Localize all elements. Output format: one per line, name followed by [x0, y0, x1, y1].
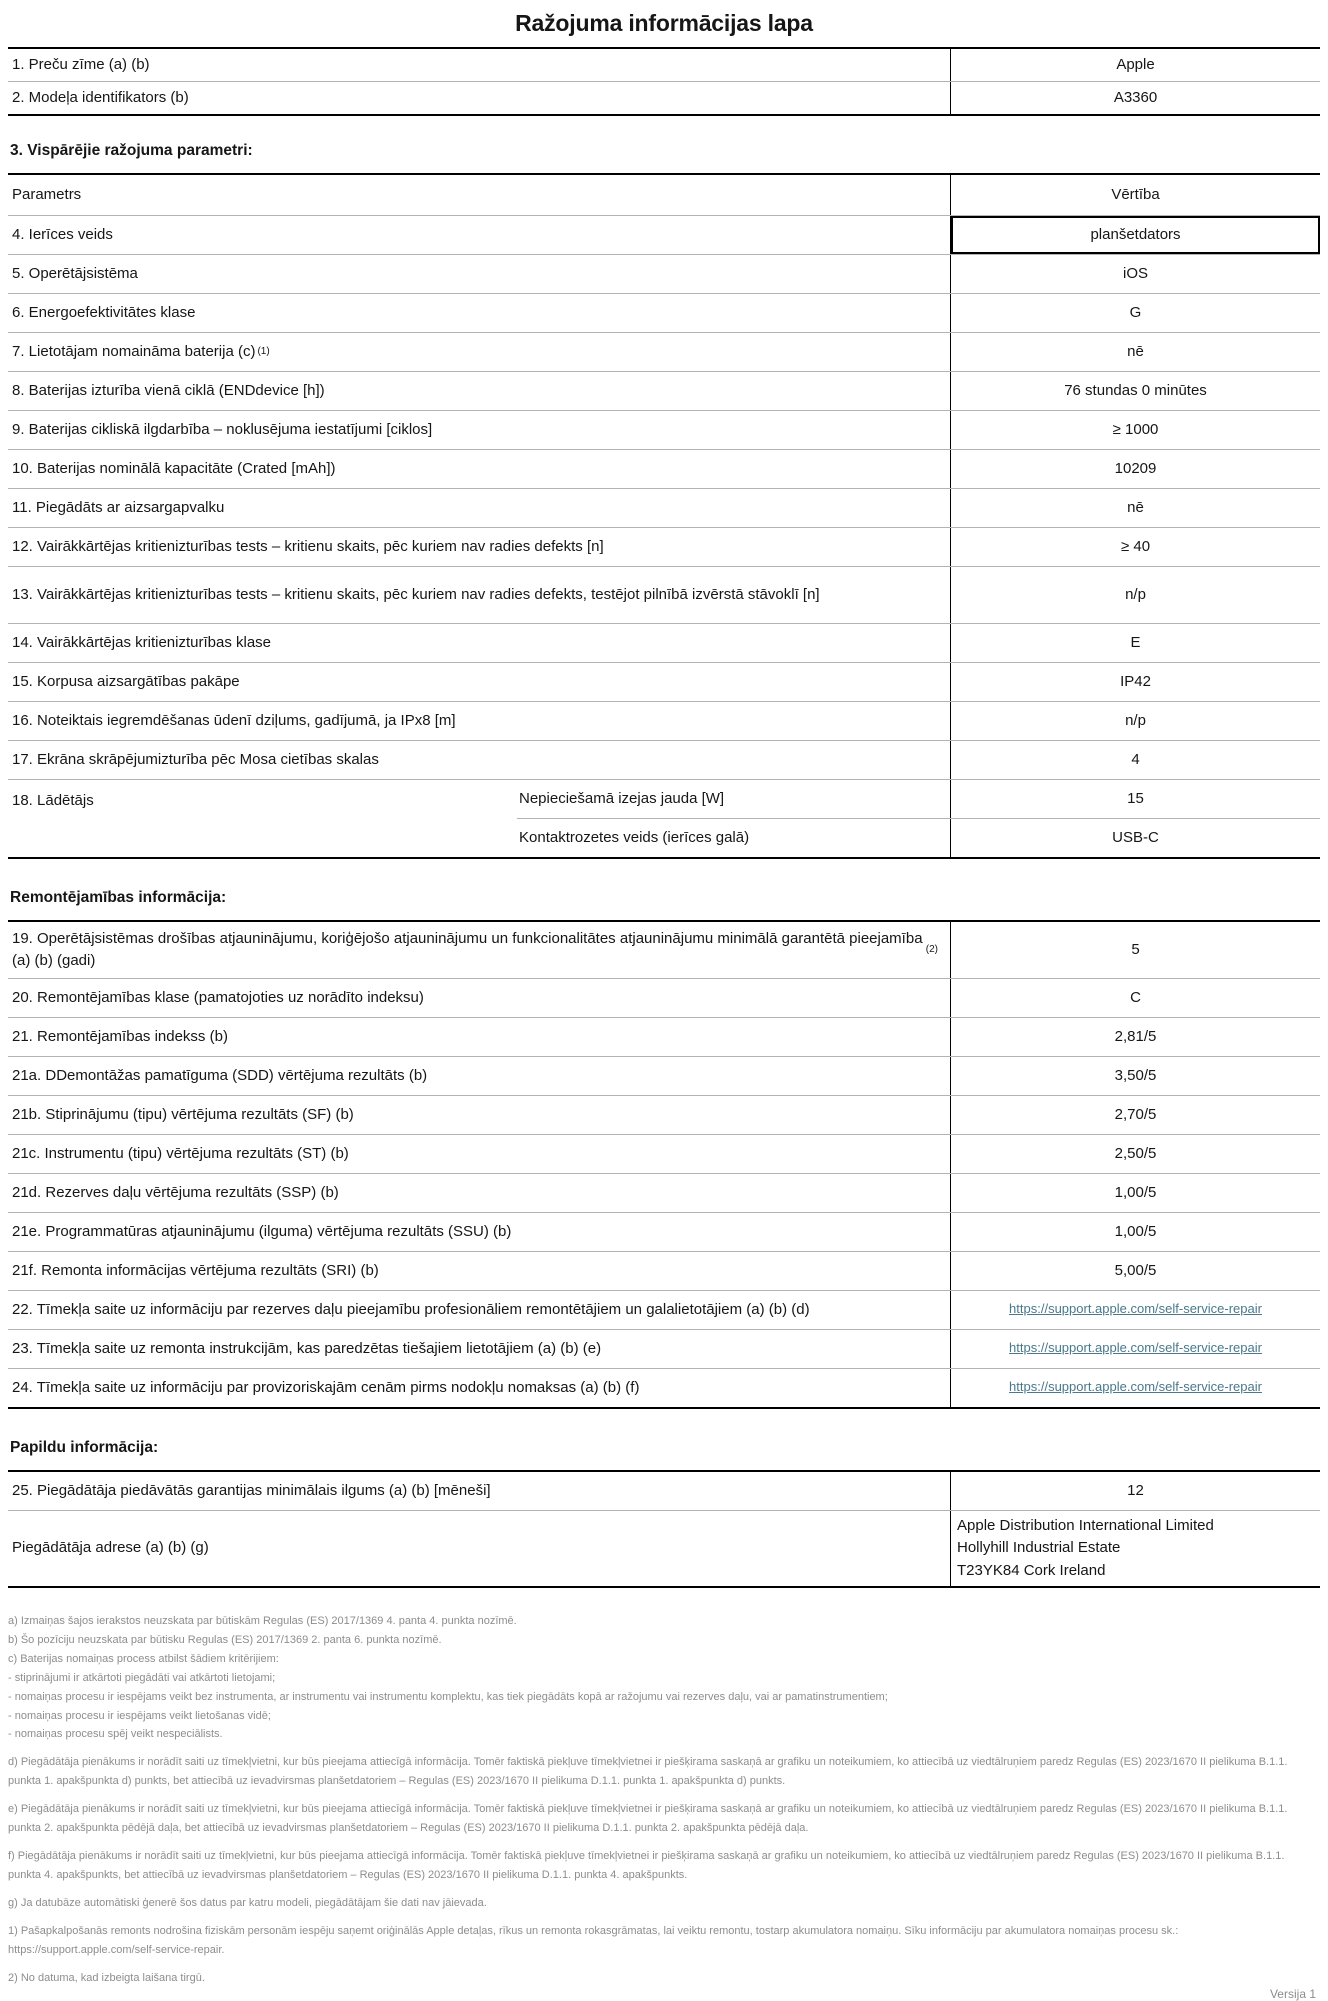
row-label: 5. Operētājsistēma — [12, 264, 138, 282]
footnote: 1) Pašapkalpošanās remonts nodrošina fiziskām personām iespēju saņemt oriģinālās Apple detaļas, rīkus un remonta rokasgrāmatas, lai veiktu remontu, tostarp akumulatora nomaiņu. Sīku informāciju par akumulatora nomaiņas procesu sk.: https://support.apple.com/self-service-repair. — [8, 1924, 1179, 1956]
row-label: 16. Noteiktais iegremdēšanas ūdenī dziļums, gadījumā, ja IPx8 [m] — [12, 711, 456, 729]
row-label: 21f. Remonta informācijas vērtējuma rezultāts (SRI) (b) — [12, 1261, 379, 1279]
table-row — [8, 1472, 1320, 1511]
table-row — [8, 663, 1320, 702]
row-value: 76 stundas 0 minūtes — [950, 372, 1320, 410]
table-row — [8, 333, 1320, 372]
footnote: f) Piegādātāja pienākums ir norādīt saiti uz tīmekļvietni, kur būs pieejama attiecīgā informācija. Tomēr faktiskā piekļuve tīmekļvietnei ir piešķirama saskaņā ar grafiku un noteikumiem, ko attiecībā uz viedtālruņiem paredz Regulas (ES) 2023/1670 II pielikuma B.1.1. punkta 4. apakšpunkts, bet attiecībā uz ievadvirsmas planšetdatoriem – Regulas (ES) 2023/1670 II pielikuma D.1.1. punkta 4. apakšpunkts. — [8, 1849, 1285, 1881]
row-value: A3360 — [950, 82, 1320, 114]
subrow-parameter: Nepieciešamā izejas jauda [W] — [519, 790, 725, 807]
subrow-parameter: Kontaktrozetes veids (ierīces galā) — [519, 829, 750, 846]
supplier-address — [950, 1511, 1320, 1587]
row-label: 20. Remontējamības klase (pamatojoties uz norādīto indeksu) — [12, 988, 424, 1006]
footnote: e) Piegādātāja pienākums ir norādīt saiti uz tīmekļvietni, kur būs pieejama attiecīgā informācija. Tomēr faktiskā piekļuve tīmekļvietnei ir piešķirama saskaņā ar grafiku un noteikumiem, ko attiecībā uz viedtālruņiem paredz Regulas (ES) 2023/1670 II pielikuma B.1.1. punkta 2. apakšpunkta pēdējā daļa, bet attiecībā uz ievadvirsmas planšetdatoriem – Regulas (ES) 2023/1670 II pielikuma D.1.1. punkta 2. apakšpunkta pēdējā daļa. — [8, 1803, 1288, 1835]
self-service-repair-link[interactable]: https://support.apple.com/self-service-repair — [1009, 1301, 1262, 1317]
section-heading-general: 3. Vispārējie ražojuma parametri: — [10, 141, 253, 159]
charger-subtable — [517, 780, 1320, 857]
table-row — [8, 1330, 1320, 1369]
row-value — [950, 1291, 1320, 1329]
footnote-bullet: - nomaiņas procesu spēj veikt nespeciālists. — [8, 1728, 223, 1741]
column-header-value: Vērtība — [950, 175, 1320, 215]
footnote-bullet: - nomaiņas procesu ir iespējams veikt lietošanas vidē; — [8, 1709, 271, 1722]
table-row — [8, 255, 1320, 294]
table-row — [8, 741, 1320, 780]
row-label: 13. Vairākkārtējas kritienizturības tests – kritienu skaits, pēc kuriem nav radies defekts, testējot pilnībā izvērstā stāvoklī [n] — [12, 585, 820, 603]
row-label: 2. Modeļa identifikators (b) — [12, 88, 189, 106]
table-row — [8, 489, 1320, 528]
table-row — [8, 922, 1320, 979]
row-value: 12 — [950, 1472, 1320, 1510]
footnote-bullet: - stiprinājumi ir atkārtoti piegādāti vai atkārtoti lietojami; — [8, 1671, 276, 1684]
row-label: 23. Tīmekļa saite uz remonta instrukcijām, kas paredzētas tiešajiem lietotājiem (a) (b) (e) — [12, 1339, 602, 1357]
row-label: 12. Vairākkārtējas kritienizturības tests – kritienu skaits, pēc kuriem nav radies defekts [n] — [12, 537, 604, 555]
table-row — [8, 567, 1320, 624]
table-row — [8, 372, 1320, 411]
subrow-value: 15 — [950, 780, 1320, 818]
table-row — [8, 450, 1320, 489]
row-label: 21b. Stiprinājumu (tipu) vērtējuma rezultāts (SF) (b) — [12, 1105, 354, 1123]
row-value: nē — [950, 489, 1320, 527]
row-label: 18. Lādētājs — [12, 791, 94, 809]
row-label: 24. Tīmekļa saite uz informāciju par provizoriskajām cenām pirms nodokļu nomaksas (a) (b) (f) — [12, 1378, 640, 1396]
table-row — [8, 82, 1320, 114]
table-row — [8, 1511, 1320, 1587]
row-value: IP42 — [950, 663, 1320, 701]
address-line: T23YK84 Cork Ireland — [957, 1561, 1106, 1579]
footnote: g) Ja datubāze automātiski ģenerē šos datus par katru modeli, piegādātājam šie dati nav jāievada. — [8, 1896, 487, 1909]
table-header-row — [8, 175, 1320, 216]
table-row — [8, 1135, 1320, 1174]
row-label: 9. Baterijas cikliskā ilgdarbība – noklusējuma iestatījumi [ciklos] — [12, 420, 433, 438]
row-value: 2,81/5 — [950, 1018, 1320, 1056]
table-row — [8, 411, 1320, 450]
row-value: 2,70/5 — [950, 1096, 1320, 1134]
table-row — [8, 294, 1320, 333]
footnote: 2) No datuma, kad izbeigta laišana tirgū. — [8, 1971, 205, 1984]
footnote: d) Piegādātāja pienākums ir norādīt saiti uz tīmekļvietni, kur būs pieejama attiecīgā informācija. Tomēr faktiskā piekļuve tīmekļvietnei ir piešķirama saskaņā ar grafiku un noteikumiem, ko attiecībā uz viedtālruņiem paredz Regulas (ES) 2023/1670 II pielikuma B.1.1. punkta 1. apakšpunkta d) punkts, bet attiecībā uz ievadvirsmas planšetdatoriem – Regulas (ES) 2023/1670 II pielikuma D.1.1. punkta 1. apakšpunkta d) punkts. — [8, 1756, 1288, 1788]
row-value — [950, 1369, 1320, 1407]
row-value: 4 — [950, 741, 1320, 779]
row-label: 4. Ierīces veids — [12, 225, 113, 243]
row-value: ≥ 40 — [950, 528, 1320, 566]
row-label-text: 19. Operētājsistēmas drošības atjauninājumu, koriģējošo atjauninājumu un funkcionalitātes atjauninājumu minimālā garantētā pieejamība (a) (b) (gadi) — [12, 929, 923, 969]
table-row — [8, 528, 1320, 567]
row-label: 21. Remontējamības indekss (b) — [12, 1027, 228, 1045]
row-value: 2,50/5 — [950, 1135, 1320, 1173]
row-value: iOS — [950, 255, 1320, 293]
row-label: 8. Baterijas izturība vienā ciklā (ENDdevice [h]) — [12, 381, 325, 399]
table-row — [8, 216, 1320, 255]
table-row — [8, 1213, 1320, 1252]
table-row — [8, 702, 1320, 741]
column-header-parameter: Parametrs — [12, 185, 82, 203]
address-line: Apple Distribution International Limited — [957, 1516, 1214, 1534]
row-label: 1. Preču zīme (a) (b) — [12, 56, 150, 73]
self-service-repair-link[interactable]: https://support.apple.com/self-service-repair — [1009, 1379, 1262, 1395]
charger-subrow — [517, 780, 1320, 819]
footnote: c) Baterijas nomaiņas process atbilst šādiem kritērijiem: — [8, 1652, 279, 1665]
table-row — [8, 1369, 1320, 1407]
section-heading-additional: Papildu informācija: — [10, 1438, 159, 1456]
row-value: C — [950, 979, 1320, 1017]
version-label: Versija 1 — [1269, 1987, 1316, 2001]
table-row — [8, 1096, 1320, 1135]
row-label: 21e. Programmatūras atjauninājumu (ilguma) vērtējuma rezultāts (SSU) (b) — [12, 1222, 512, 1240]
row-value: n/p — [950, 702, 1320, 740]
row-value: 1,00/5 — [950, 1213, 1320, 1251]
row-label: Piegādātāja adrese (a) (b) (g) — [12, 1539, 209, 1557]
row-label: 21c. Instrumentu (tipu) vērtējuma rezultāts (ST) (b) — [12, 1144, 349, 1162]
table-row — [8, 1291, 1320, 1330]
row-value: ≥ 1000 — [950, 411, 1320, 449]
row-label-text: 7. Lietotājam nomaināma baterija (c) — [12, 342, 256, 360]
table-row — [8, 49, 1320, 82]
row-label: 6. Energoefektivitātes klase — [12, 303, 196, 321]
repairability-table — [8, 920, 1320, 1409]
row-label: 14. Vairākkārtējas kritienizturības klase — [12, 633, 271, 651]
row-value: n/p — [950, 567, 1320, 623]
footnote: a) Izmaiņas šajos ierakstos neuzskata par būtiskām Regulas (ES) 2017/1369 4. panta 4. punkta nozīmē. — [8, 1615, 517, 1627]
section-heading-repairability: Remontējamības informācija: — [10, 888, 227, 906]
row-value: 1,00/5 — [950, 1174, 1320, 1212]
row-label: 25. Piegādātāja piedāvātās garantijas minimālais ilgums (a) (b) [mēneši] — [12, 1481, 491, 1499]
row-value: 5 — [950, 922, 1320, 978]
table-row — [8, 1018, 1320, 1057]
row-label: 7. Lietotājam nomaināma baterija (c) (1) — [8, 333, 950, 371]
row-label: 22. Tīmekļa saite uz informāciju par rezerves daļu pieejamību profesionāliem remontētājiem un galalietotājiem (a) (b) (d) — [12, 1300, 810, 1318]
table-row — [8, 1174, 1320, 1213]
row-label: 17. Ekrāna skrāpējumizturība pēc Mosa cietības skalas — [12, 750, 379, 768]
footnotes-block — [8, 1612, 1320, 1987]
general-parameters-table — [8, 173, 1320, 859]
additional-info-table — [8, 1470, 1320, 1589]
row-value: 3,50/5 — [950, 1057, 1320, 1095]
table-row — [8, 979, 1320, 1018]
row-value: G — [950, 294, 1320, 332]
address-line: Hollyhill Industrial Estate — [957, 1539, 1121, 1556]
charger-subrow — [517, 819, 1320, 857]
table-row — [8, 1252, 1320, 1291]
footnote-bullet: - nomaiņas procesu ir iespējams veikt bez instrumenta, ar instrumentu vai instrumentu komplektu, kas tiek piegādāts kopā ar ražojumu vai rezerves daļu, vai ar pamatinstrumentiem; — [8, 1690, 888, 1703]
page-title: Ražojuma informācijas lapa — [515, 10, 813, 36]
row-label: 21a. DDemontāžas pamatīguma (SDD) vērtējuma rezultāts (b) — [12, 1066, 428, 1084]
row-value: 5,00/5 — [950, 1252, 1320, 1290]
row-value: 10209 — [950, 450, 1320, 488]
row-label: 11. Piegādāts ar aizsargapvalku — [12, 498, 225, 516]
row-value — [950, 1330, 1320, 1368]
row-value-highlighted: planšetdators — [950, 216, 1320, 254]
row-label: 15. Korpusa aizsargātības pakāpe — [12, 672, 240, 690]
identity-table — [8, 47, 1320, 116]
self-service-repair-link[interactable]: https://support.apple.com/self-service-repair — [1009, 1340, 1262, 1356]
table-row — [8, 624, 1320, 663]
row-value: nē — [950, 333, 1320, 371]
row-value: E — [950, 624, 1320, 662]
row-label: 10. Baterijas nominālā kapacitāte (Crated [mAh]) — [12, 459, 336, 477]
charger-row — [8, 780, 1320, 857]
row-value: Apple — [950, 49, 1320, 81]
row-label: 21d. Rezerves daļu vērtējuma rezultāts (SSP) (b) — [12, 1183, 339, 1201]
table-row — [8, 1057, 1320, 1096]
subrow-value: USB-C — [950, 819, 1320, 857]
row-label: 19. Operētājsistēmas drošības atjauninājumu, koriģējošo atjauninājumu un funkcionalitātes atjauninājumu minimālā garantētā pieejamība (a) (b) (gadi) (2) — [8, 922, 950, 978]
footnote: b) Šo pozīciju neuzskata par būtisku Regulas (ES) 2017/1369 2. panta 6. punkta nozīmē. — [8, 1633, 442, 1646]
